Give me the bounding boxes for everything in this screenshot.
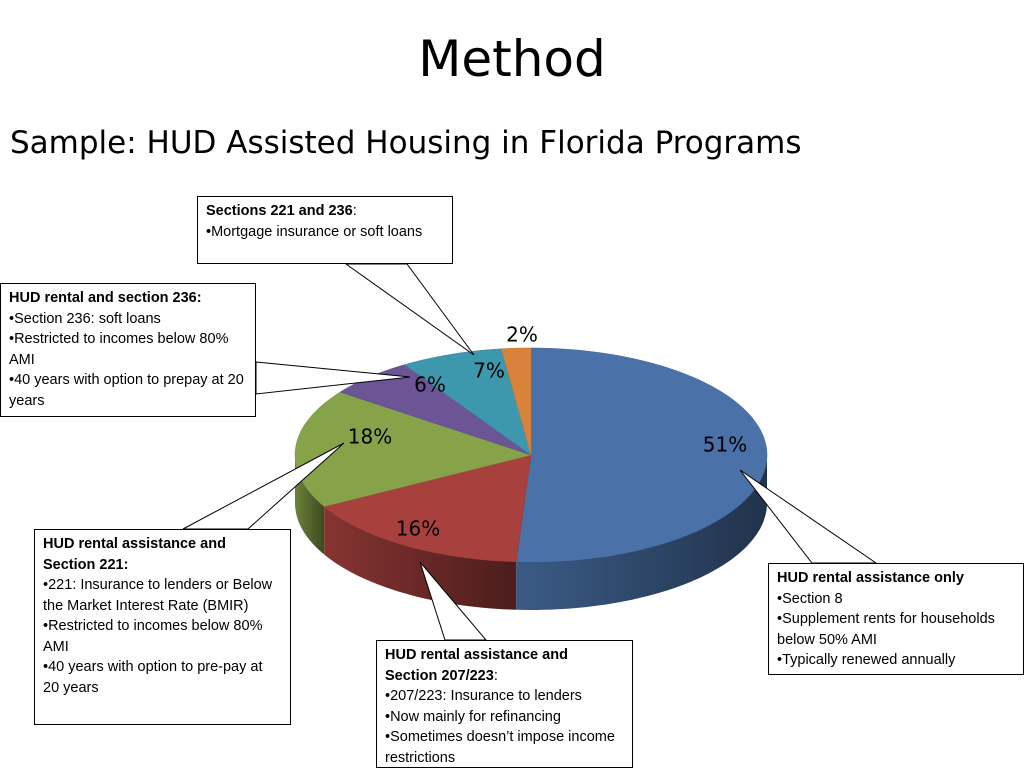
callout-item: • 40 years with option to prepay at 20 years <box>9 370 247 411</box>
callout-item: • 221: Insurance to lenders or Below the Market Interest Rate (BMIR) <box>43 575 282 616</box>
callout-item: • Now mainly for refinancing <box>385 707 624 728</box>
callout-hud-rental-221 <box>34 529 291 725</box>
callout-hud-rental-236 <box>0 283 256 417</box>
callout-item: • Section 8 <box>777 589 1015 610</box>
slice-value-label: 51% <box>702 432 748 457</box>
slice-value-label: 18% <box>347 424 393 449</box>
slide-subtitle: Sample: HUD Assisted Housing in Florida Programs <box>10 125 802 161</box>
callout-item: • 40 years with option to pre-pay at 20 years <box>43 657 282 698</box>
callout-heading: HUD rental assistance only <box>777 570 964 586</box>
callout-hud-rental-only <box>768 563 1024 675</box>
callout-item: • Supplement rents for households below 50% AMI <box>777 609 1015 650</box>
callout-heading-suffix: : <box>352 203 357 219</box>
callout-item: • 207/223: Insurance to lenders <box>385 686 624 707</box>
slice-value-label: 7% <box>473 358 505 383</box>
slice-value-label: 16% <box>395 516 441 541</box>
callout-item: • Sometimes doesn’t impose income restrictions <box>385 727 624 768</box>
callout-item: • Typically renewed annually <box>777 650 1015 671</box>
callout-sections-221-236 <box>197 196 453 264</box>
callout-heading: HUD rental and section 236: <box>9 290 202 306</box>
callout-leader <box>346 264 474 355</box>
slice-value-label: 2% <box>506 322 538 347</box>
callout-heading: Sections 221 and 236 <box>206 203 353 219</box>
callout-heading: HUD rental assistance and Section 207/223 <box>385 647 568 684</box>
slice-value-label: 6% <box>414 372 446 397</box>
callout-heading: HUD rental assistance and Section 221: <box>43 536 226 573</box>
callout-item: • Restricted to incomes below 80% AMI <box>9 329 247 370</box>
slide-title: Method <box>418 30 606 88</box>
callout-item: • Restricted to incomes below 80% AMI <box>43 616 282 657</box>
callout-heading-suffix: : <box>493 667 498 684</box>
callout-item: • Section 236: soft loans <box>9 309 247 330</box>
callout-item: • Mortgage insurance or soft loans <box>206 222 444 243</box>
callout-hud-rental-207-223 <box>376 640 633 768</box>
